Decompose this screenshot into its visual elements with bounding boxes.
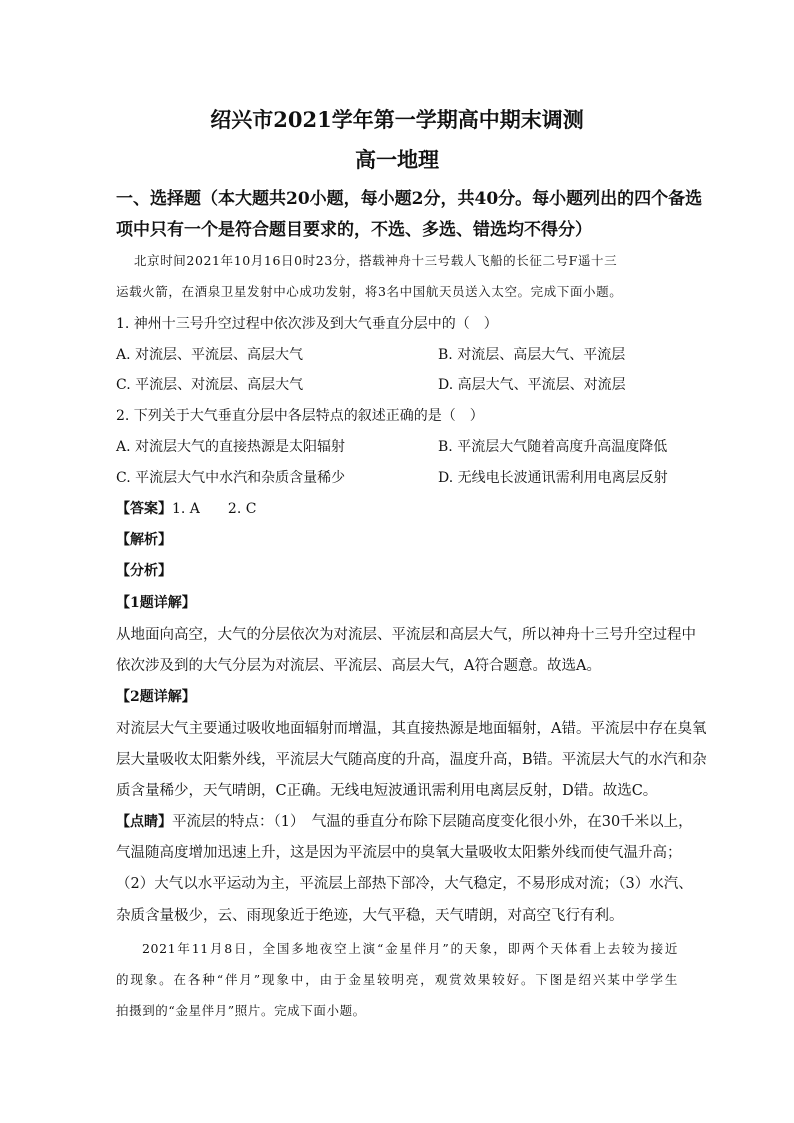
exam-title: 绍兴市2021学年第一学期高中期末调测 (210, 107, 584, 132)
dianjing-line4: 杂质含量极少，云、雨现象近于绝迹，大气平稳，天气晴朗，对高空飞行有利。 (116, 908, 624, 924)
dianjing-tag: 【点睛】 (116, 814, 172, 830)
q1-detail-tag: 【1题详解】 (116, 595, 196, 611)
fenxi-tag: 【分析】 (116, 563, 172, 579)
exam-subtitle: 高一地理 (355, 147, 439, 172)
dianjing-line1 (116, 810, 693, 831)
dianjing-line2: 气温随高度增加迅速上升，这是因为平流层中的臭氧大量吸收太阳紫外线而使气温升高； (116, 845, 682, 861)
q1-detail-line1: 从地面向高空，大气的分层依次为对流层、平流层和高层大气，所以神舟十三号升空过程中 (116, 627, 696, 643)
q2-detail-tag: 【2题详解】 (116, 689, 196, 705)
q2-option-c: C. 平流层大气中水汽和杂质含量稀少 (116, 470, 346, 486)
question-2: 2. 下列关于大气垂直分层中各层特点的叙述正确的是（ ） (116, 408, 484, 424)
q1-option-b: B. 对流层、高层大气、平流层 (438, 347, 626, 363)
stem1-line1: 北京时间2021年10月16日0时23分，搭载神舟十三号载人飞船的长征二号F遥十三 (134, 253, 618, 268)
q1-option-c: C. 平流层、对流层、高层大气 (116, 377, 304, 393)
q2-option-d: D. 无线电长波通讯需利用电离层反射 (438, 470, 668, 486)
q1-detail-line2: 依次涉及到的大气分层为对流层、平流层、高层大气，A符合题意。故选A。 (116, 658, 601, 674)
q1-option-d: D. 高层大气、平流层、对流层 (438, 377, 626, 393)
section-heading-line2: 项中只有一个是符合题目要求的，不选、多选、错选均不得分） (116, 220, 592, 240)
question-1: 1. 神州十三号升空过程中依次涉及到大气垂直分层中的（ ） (116, 316, 498, 332)
q1-option-a: A. 对流层、平流层、高层大气 (116, 347, 304, 363)
q2-detail-line1: 对流层大气主要通过吸收地面辐射而增温，其直接热源是地面辐射，A错。平流层中存在臭氧 (116, 721, 707, 737)
stem2-line2: 的现象。在各种“伴月”现象中，由于金星较明亮，观赏效果较好。下图是绍兴某中学学生 (116, 972, 678, 987)
section-heading-line1: 一、选择题（本大题共20小题，每小题2分，共40分。每小题列出的四个备选 (116, 189, 703, 209)
dianjing-line3: （2）大气以水平运动为主，平流层上部热下部冷，大气稳定，不易形成对流；（3）水汽、 (116, 876, 693, 892)
stem2-line3: 拍摄到的“金星伴月”照片。完成下面小题。 (116, 1003, 366, 1018)
answer-tag: 【答案】 (116, 501, 172, 517)
analysis-tag: 【解析】 (116, 532, 172, 548)
stem2-line1: 2021年11月8日，全国多地夜空上演“金星伴月”的天象，即两个天体看上去较为接近 (142, 941, 678, 956)
answer-row (116, 498, 256, 518)
answer-text: 1. A 2. C (172, 501, 257, 517)
q2-option-b: B. 平流层大气随着高度升高温度降低 (438, 439, 668, 455)
q2-detail-line3: 质含量稀少，天气晴朗，C正确。无线电短波通讯需利用电离层反射，D错。故选C。 (116, 783, 658, 799)
stem1-line2: 运载火箭，在酒泉卫星发射中心成功发射，将3名中国航天员送入太空。完成下面小题。 (116, 284, 623, 299)
dianjing-text1: 平流层的特点：（1） 气温的垂直分布除下层随高度变化很小外，在30千米以上， (172, 814, 693, 830)
q2-detail-line2: 层大量吸收太阳紫外线，平流层大气随高度的升高，温度升高，B错。平流层大气的水汽和杂 (116, 752, 707, 768)
q2-option-a: A. 对流层大气的直接热源是太阳辐射 (116, 439, 346, 455)
